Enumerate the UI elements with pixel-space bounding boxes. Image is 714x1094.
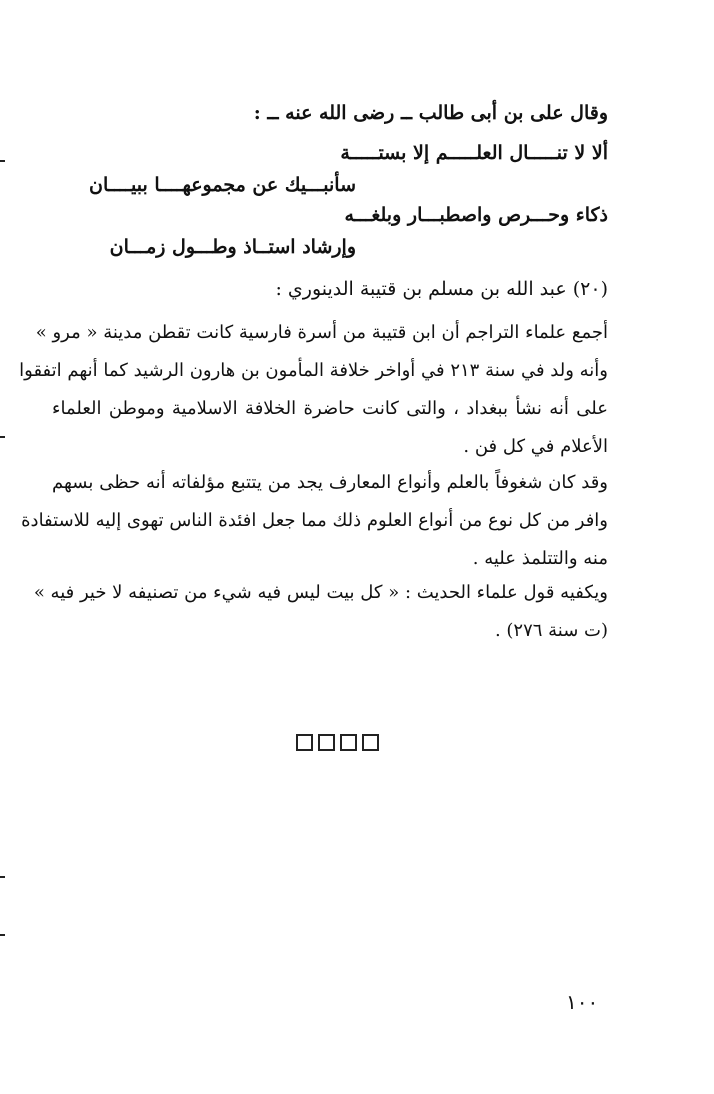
page-number: ١٠٠	[566, 990, 599, 1014]
paragraph-line: الأعلام في كل فن .	[463, 436, 608, 457]
paragraph-line: وأنه ولد في سنة ٢١٣ في أواخر خلافة المأمون بن هارون الرشيد كما أنهم اتفقوا	[19, 360, 608, 381]
separator-square	[318, 734, 335, 751]
separator-square	[362, 734, 379, 751]
verse-2-first-hemistich: ذكاء وحـــرص واصطبـــار وبلغـــه	[344, 204, 608, 226]
scan-margin-mark	[0, 876, 5, 878]
verse-1-first-hemistich: ألا لا تنـــــال العلـــــم إلا بستـــــة	[340, 142, 608, 164]
separator-square	[340, 734, 357, 751]
paragraph-line: منه والتتلمذ عليه .	[472, 548, 608, 569]
paragraph-line: على أنه نشأ ببغداد ، والتى كانت حاضرة الخلافة الاسلامية وموطن العلماء	[52, 398, 608, 419]
verse-1-second-hemistich: سأنبـــيك عن مجموعهــــا ببيــــان	[89, 174, 356, 196]
section-separator	[296, 734, 379, 751]
separator-square	[296, 734, 313, 751]
paragraph-line: (ت سنة ٢٧٦) .	[494, 620, 608, 641]
paragraph-2	[21, 464, 608, 578]
poem-intro: وقال على بن أبى طالب ــ رضى الله عنه ــ :	[253, 102, 608, 124]
entry-heading: (٢٠) عبد الله بن مسلم بن قتيبة الدينوري :	[275, 278, 608, 300]
scan-margin-mark	[0, 934, 5, 936]
paragraph-1	[19, 314, 608, 466]
paragraph-3	[33, 574, 608, 650]
verse-2-second-hemistich: وإرشاد استــاذ وطـــول زمـــان	[109, 236, 356, 258]
scan-margin-mark	[0, 160, 5, 162]
scan-margin-mark	[0, 436, 5, 438]
paragraph-line: وقد كان شغوفاً بالعلم وأنواع المعارف يجد من يتتبع مؤلفاته أنه حظى بسهم	[52, 472, 608, 493]
paragraph-line: وافر من كل نوع من أنواع العلوم ذلك مما جعل افئدة الناس تهوى إليه للاستفادة	[21, 510, 608, 531]
paragraph-line: ويكفيه قول علماء الحديث : « كل بيت ليس فيه شيء من تصنيفه لا خير فيه »	[33, 582, 608, 603]
paragraph-line: أجمع علماء التراجم أن ابن قتيبة من أسرة فارسية كانت تقطن مدينة « مرو »	[35, 322, 608, 343]
